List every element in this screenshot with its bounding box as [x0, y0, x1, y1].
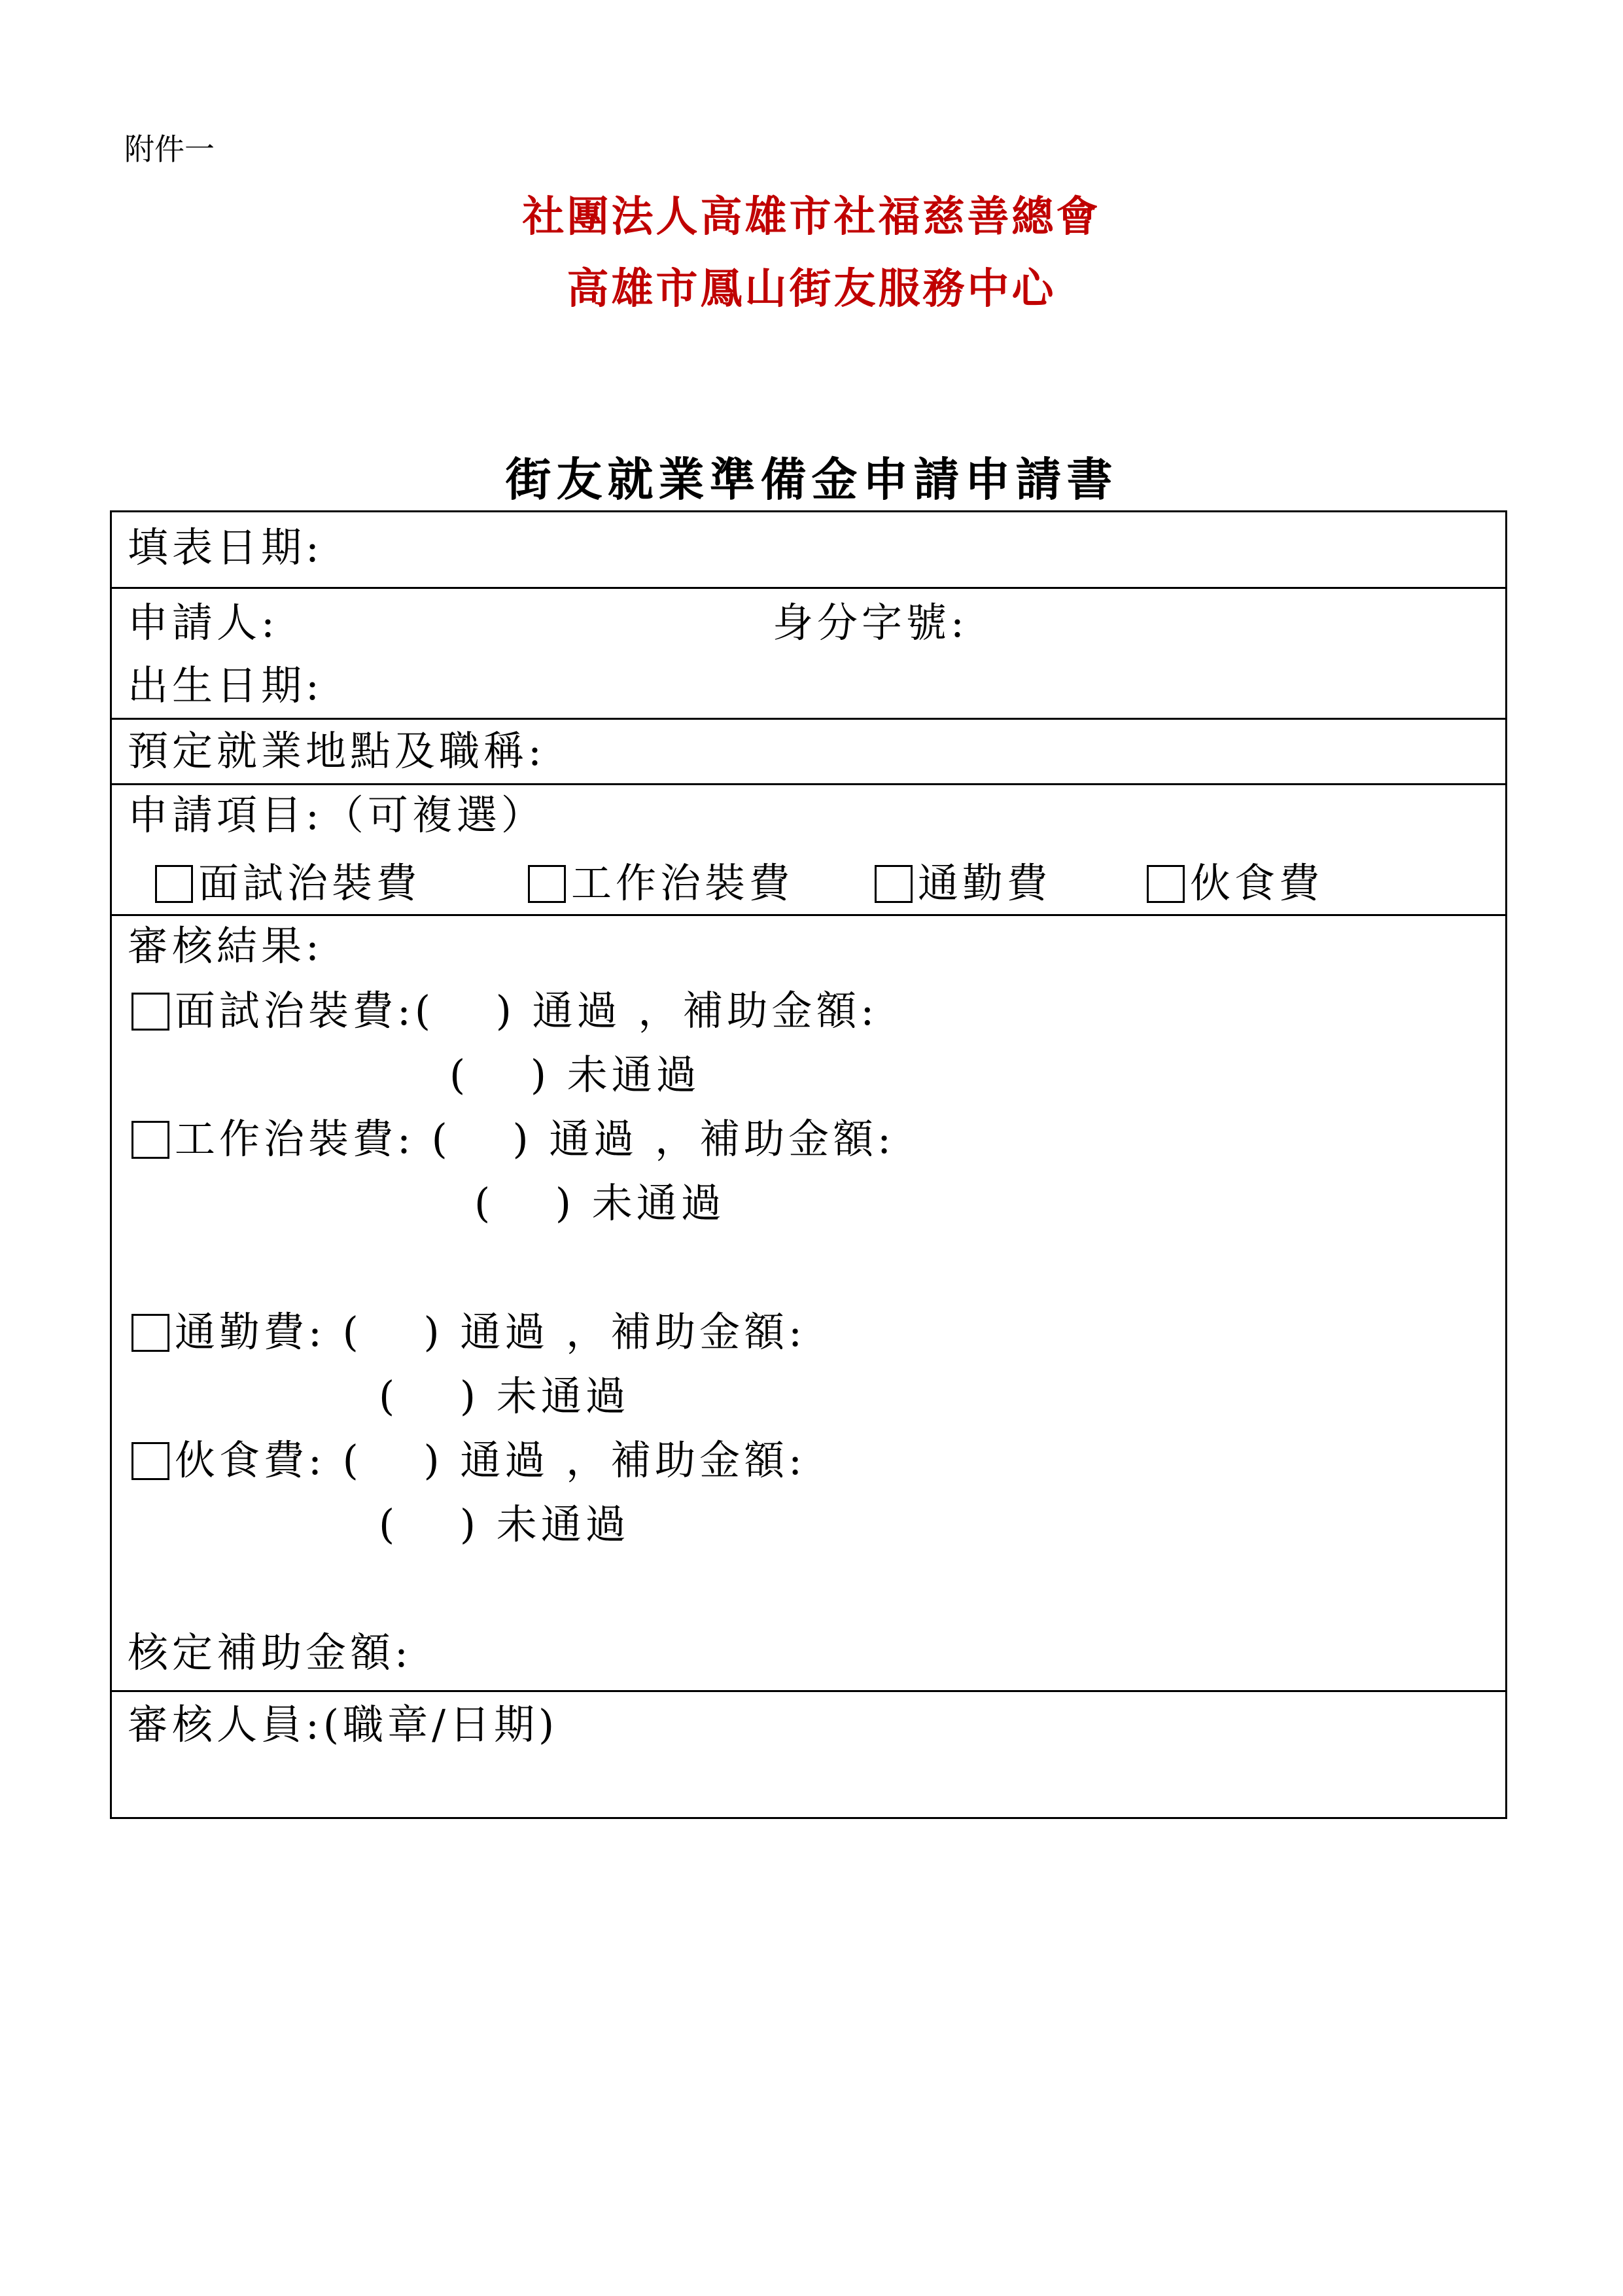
review-commute-fail: ( ) 未通過: [379, 1372, 630, 1420]
review-meal-fail: ( ) 未通過: [379, 1500, 630, 1548]
review-interview-attire-fail: ( ) 未通過: [449, 1051, 701, 1099]
review-results-row: [112, 914, 1505, 1692]
review-work-attire-fail: ( ) 未通過: [474, 1179, 725, 1227]
birth-date-field[interactable]: 出生日期:: [128, 662, 323, 709]
applicant-row: [112, 587, 1505, 720]
reviewer-field[interactable]: 審核人員:(職章/日期): [128, 1701, 559, 1748]
document-title: 街友就業準備金申請申請書: [505, 452, 1118, 506]
reviewer-row: [112, 1690, 1505, 1819]
application-form: [110, 510, 1507, 1819]
job-location-row: [112, 718, 1505, 785]
review-work-attire-pass: 工作治裝費: ( ) 通過 ，補助金額:: [175, 1115, 895, 1163]
option-work-attire: 工作治裝費: [571, 859, 794, 907]
organization-name: 社團法人高雄市社福慈善總會: [522, 192, 1101, 241]
review-commute-pass: 通勤費: ( ) 通過 ，補助金額:: [175, 1308, 806, 1356]
option-interview-attire: 面試治裝費: [198, 859, 421, 907]
job-location-field[interactable]: 預定就業地點及職稱:: [128, 727, 546, 775]
review-checkbox-work-attire[interactable]: [131, 1121, 169, 1159]
approved-amount-field[interactable]: 核定補助金額:: [128, 1629, 412, 1676]
checkbox-commute[interactable]: [875, 865, 913, 903]
review-meal-pass: 伙食費: ( ) 通過 ，補助金額:: [175, 1436, 806, 1484]
option-commute: 通勤費: [918, 859, 1052, 907]
fill-date-row: [112, 512, 1505, 587]
review-checkbox-commute[interactable]: [131, 1314, 169, 1352]
id-number-field[interactable]: 身分字號:: [773, 599, 968, 646]
option-meal: 伙食費: [1190, 859, 1324, 907]
checkbox-work-attire[interactable]: [528, 865, 566, 903]
review-checkbox-interview-attire[interactable]: [131, 993, 169, 1031]
checkbox-meal[interactable]: [1147, 865, 1185, 903]
apply-items-row: [112, 783, 1505, 916]
center-name: 高雄市鳳山街友服務中心: [567, 264, 1056, 313]
applicant-field[interactable]: 申請人:: [128, 599, 279, 646]
review-label: 審核結果:: [128, 922, 323, 970]
review-interview-attire-pass: 面試治裝費:( ) 通過 ，補助金額:: [175, 987, 879, 1034]
review-checkbox-meal[interactable]: [131, 1442, 169, 1480]
annex-label: 附件一: [124, 132, 215, 167]
fill-date-field[interactable]: 填表日期:: [128, 523, 323, 571]
checkbox-interview-attire[interactable]: [155, 865, 193, 903]
apply-items-label: 申請項目:（可複選）: [128, 791, 546, 839]
